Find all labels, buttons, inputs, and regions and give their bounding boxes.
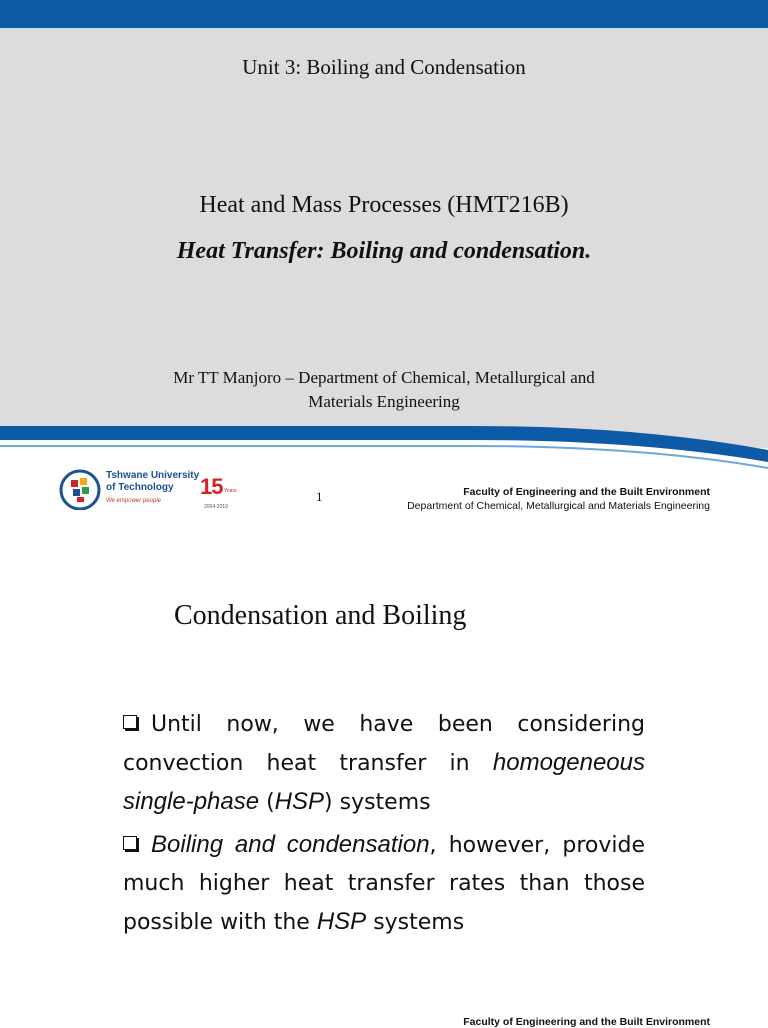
- university-name: [106, 470, 199, 494]
- logo-tagline: We empower people: [106, 498, 161, 504]
- bullet-1-emphasis-b: HSP: [274, 788, 325, 815]
- bullet-2-emphasis-b: HSP: [316, 908, 367, 935]
- unit-title: Unit 3: Boiling and Condensation: [242, 55, 526, 79]
- course-title: Heat and Mass Processes (HMT216B): [199, 192, 569, 218]
- lecturer-line-1: Mr TT Manjoro – Department of Chemical, Metallurgical and: [173, 368, 595, 387]
- blue-swoosh-divider: [0, 420, 768, 470]
- university-name-line-1: Tshwane University: [106, 470, 200, 481]
- anniversary-number: 15: [200, 474, 223, 499]
- top-blue-bar: [0, 0, 768, 28]
- bullet-1-text-c: ) systems: [324, 790, 431, 815]
- anniversary-years: Years: [224, 488, 237, 494]
- bullet-item-1: [123, 706, 645, 822]
- faculty-name: Faculty of Engineering and the Built Environment: [463, 486, 710, 498]
- university-logo: [58, 466, 258, 516]
- bullet-2-text-b: systems: [366, 910, 465, 935]
- checkbox-bullet-icon: [123, 715, 137, 729]
- bullet-1-text-b: (: [259, 790, 275, 815]
- slide-subtitle: Heat Transfer: Boiling and condensation.: [176, 238, 592, 264]
- bullet-2-emphasis-a: Boiling and condensation: [151, 831, 430, 858]
- university-name-line-2: of Technology: [106, 482, 174, 493]
- slide-2-faculty-footer: Faculty of Engineering and the Built Environment: [463, 1016, 710, 1028]
- bullet-list: [123, 706, 645, 946]
- tut-emblem-icon: [58, 466, 102, 510]
- department-name: Department of Chemical, Metallurgical and Materials Engineering: [407, 500, 710, 512]
- bullet-2-text-a: , however, provide much higher heat transfer rates than those possible with the: [123, 833, 645, 935]
- page-number: 1: [316, 489, 323, 504]
- slide-2-title: Condensation and Boiling: [174, 600, 467, 631]
- lecturer-line-2: Materials Engineering: [308, 392, 460, 411]
- bullet-1-text-a: Until now, we have been considering convection heat transfer in: [123, 712, 645, 776]
- bullet-1-emphasis-a: homogeneous single-phase: [123, 749, 645, 815]
- anniversary-range: 2004-2019: [204, 504, 228, 510]
- faculty-footer: [407, 485, 710, 513]
- lecturer-info: [0, 366, 768, 414]
- bullet-item-2: [123, 826, 645, 942]
- checkbox-bullet-icon: [123, 836, 137, 850]
